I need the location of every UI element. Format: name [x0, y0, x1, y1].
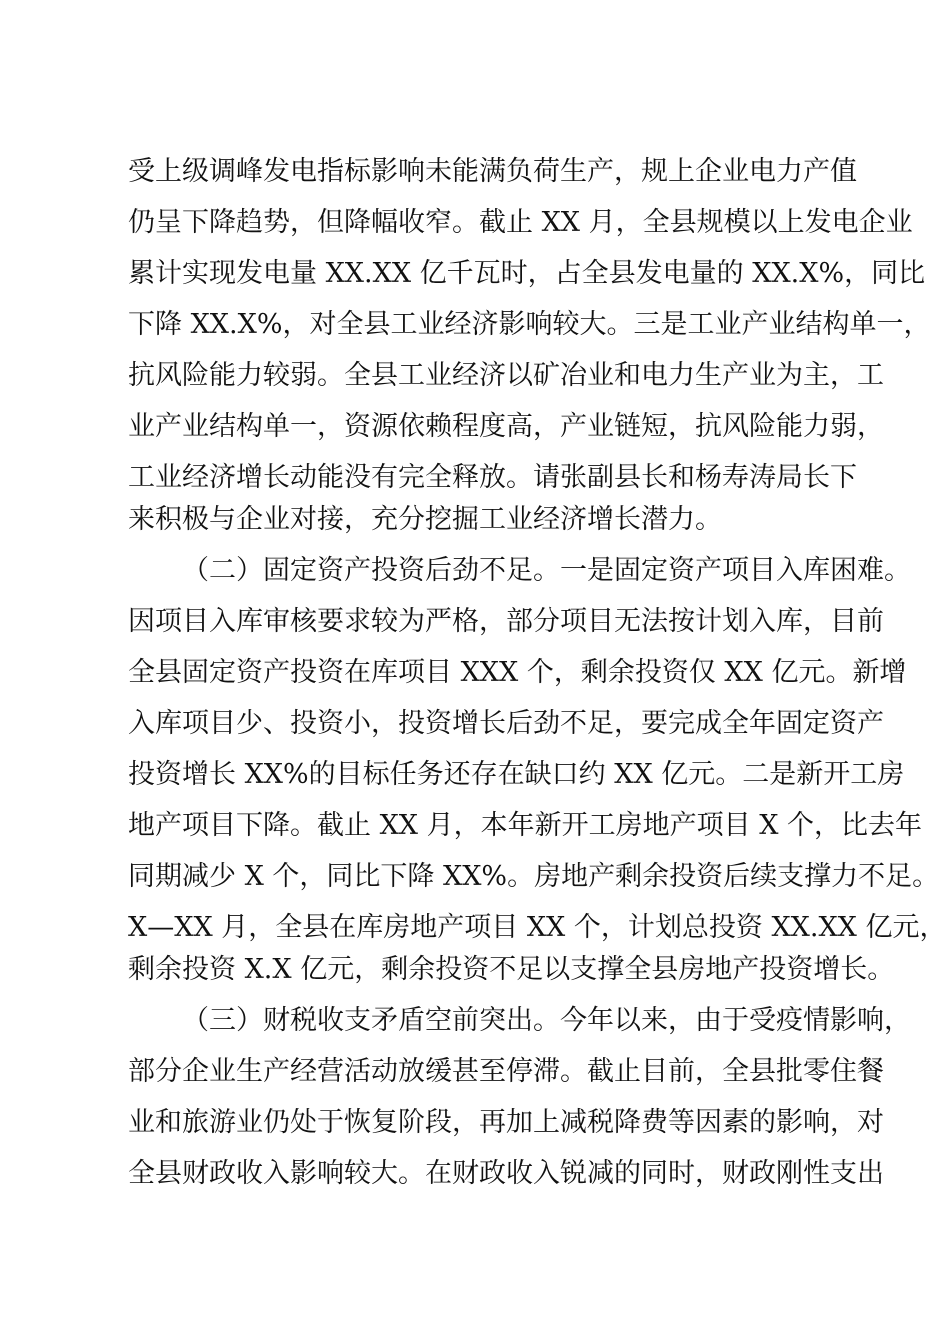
text-line: 累计实现发电量 XX.XX 亿千瓦时，占全县发电量的 XX.X%，同比 [128, 258, 926, 289]
text-line: X—XX 月，全县在库房地产项目 XX 个，计划总投资 XX.XX 亿元， [128, 912, 947, 943]
text-line: 业产业结构单一，资源依赖程度高，产业链短，抗风险能力弱， [128, 411, 884, 442]
text-line: 仍呈下降趋势，但降幅收窄。截止 XX 月，全县规模以上发电企业 [128, 207, 913, 238]
text-line: 抗风险能力较弱。全县工业经济以矿冶业和电力生产业为主，工 [128, 360, 884, 391]
text-line: 入库项目少、投资小，投资增长后劲不足，要完成全年固定资产 [128, 708, 884, 739]
text-line: 全县固定资产投资在库项目 XXX 个，剩余投资仅 XX 亿元。新增 [128, 657, 907, 688]
text-line: 下降 XX.X%，对全县工业经济影响较大。三是工业产业结构单一， [128, 309, 931, 340]
text-line: 业和旅游业仍处于恢复阶段，再加上减税降费等因素的影响，对 [128, 1107, 884, 1138]
text-line: 因项目入库审核要求较为严格，部分项目无法按计划入库，目前 [128, 606, 884, 637]
text-line: 受上级调峰发电指标影响未能满负荷生产，规上企业电力产值 [128, 156, 857, 187]
section-heading-line: （二）固定资产投资后劲不足。一是固定资产项目入库困难。 [182, 555, 911, 586]
text-line: 全县财政收入影响较大。在财政收入锐减的同时，财政刚性支出 [128, 1158, 884, 1189]
text-line: 来积极与企业对接，充分挖掘工业经济增长潜力。 [128, 504, 722, 535]
text-line: 投资增长 XX%的目标任务还存在缺口约 XX 亿元。二是新开工房 [128, 759, 905, 790]
text-line: 工业经济增长动能没有完全释放。请张副县长和杨寿涛局长下 [128, 462, 857, 493]
section-heading-line: （三）财税收支矛盾空前突出。今年以来，由于受疫情影响， [182, 1005, 911, 1036]
text-line: 同期减少 X 个，同比下降 XX%。房地产剩余投资后续支撑力不足。 [128, 861, 940, 892]
text-line: 地产项目下降。截止 XX 月，本年新开工房地产项目 X 个，比去年 [128, 810, 922, 841]
text-line: 剩余投资 X.X 亿元，剩余投资不足以支撑全县房地产投资增长。 [128, 954, 895, 985]
text-line: 部分企业生产经营活动放缓甚至停滞。截止目前，全县批零住餐 [128, 1056, 884, 1087]
